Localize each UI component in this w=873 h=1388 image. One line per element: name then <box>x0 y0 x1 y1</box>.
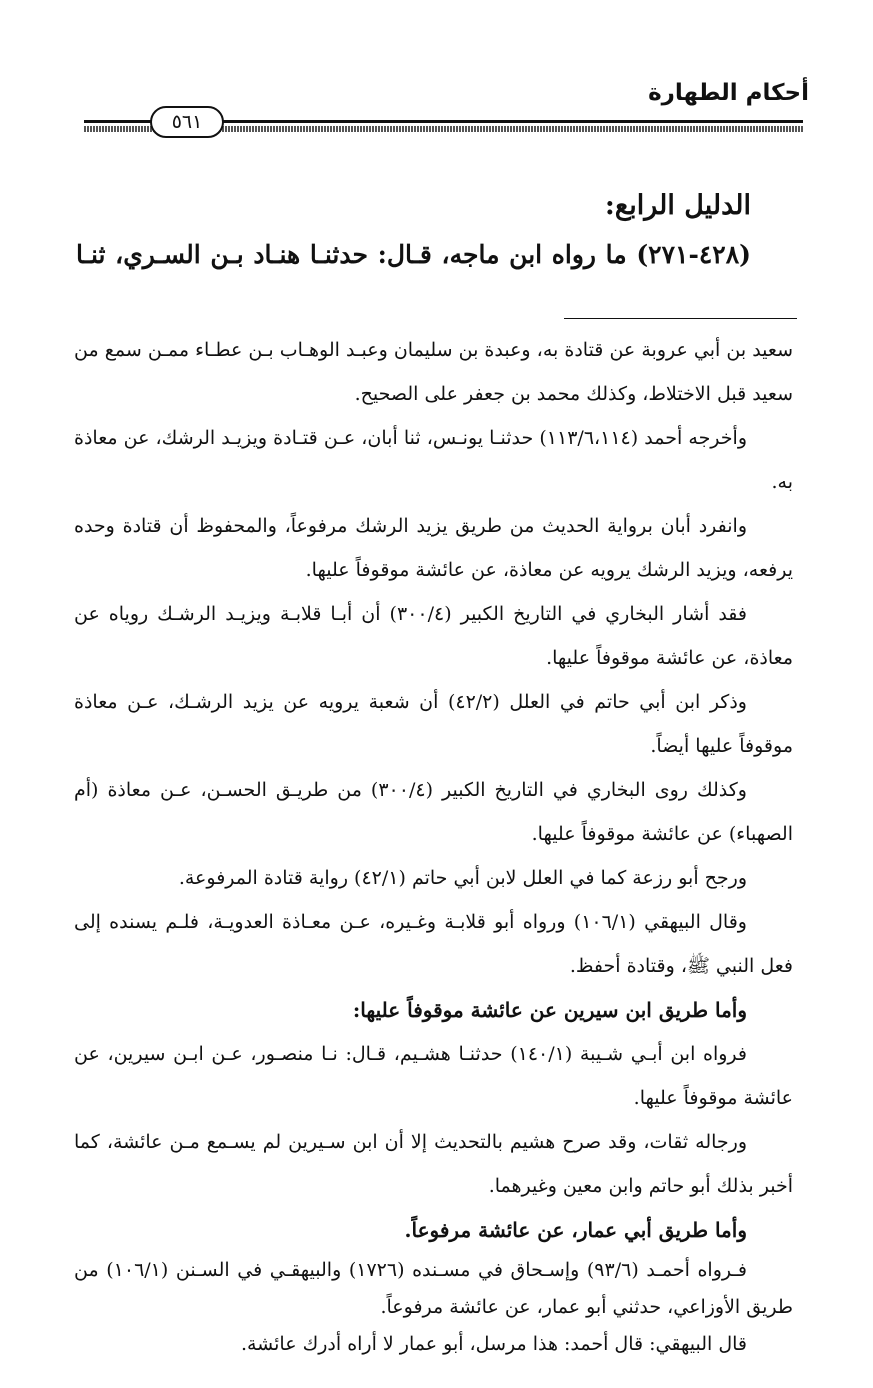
footnotes <box>74 328 793 1363</box>
footnote-paragraph: قال البيهقي: قال أحمد: هذا مرسل، أبو عمار لا أراه أدرك عائشة. <box>240 1333 747 1355</box>
footnote-paragraph: وانفرد أبان برواية الحديث من طريق يزيد الرشك مرفوعاً، والمحفوظ أن قتادة وحده يرفعه، ويزيد الرشك يرويه عن معاذة، عن عائشة موقوفاً عليها. <box>74 515 793 581</box>
section-heading: الدليل الرابع: <box>604 190 751 221</box>
footnote-paragraph: وكذلك روى البخاري في التاريخ الكبير (٣٠٠/٤) من طريـق الحسـن، عـن معاذة (أم الصهباء) عن عائشة موقوفاً عليها. <box>74 779 793 845</box>
footnote-paragraph: سعيد بن أبي عروبة عن قتادة به، وعبدة بن سليمان وعبـد الوهـاب بـن عطـاء ممـن سمع من سعيد قبل الاختلاط، وكذلك محمد بن جعفر على الصحيح. <box>74 339 793 405</box>
footnote-paragraph: وذكر ابن أبي حاتم في العلل (٤٢/٢) أن شعبة يرويه عن يزيد الرشـك، عـن معاذة موقوفاً عليها أيضاً. <box>74 691 793 757</box>
footnote-paragraph: فـرواه أحمـد (٩٣/٦) وإسـحاق في مسـنده (١٧٢٦) والبيهقـي في السـنن (١٠٦/١) من طريق الأوزاعي، حدثني أبو عمار، عن عائشة مرفوعاً. <box>74 1259 793 1318</box>
page-number: ٥٦١ <box>150 106 224 138</box>
footnote-paragraph: ورجح أبو رزعة كما في العلل لابن أبي حاتم (٤٢/١) رواية قتادة المرفوعة. <box>178 867 747 889</box>
footnote-paragraph: فرواه ابن أبـي شـيبة (١٤٠/١) حدثنـا هشـيم، قـال: نـا منصـور، عـن ابـن سيرين، عن عائشة موقوفاً عليها. <box>74 1043 793 1109</box>
footnote-subheading: وأما طريق أبي عمار، عن عائشة مرفوعاً. <box>404 1218 747 1242</box>
footnote-separator <box>564 318 797 319</box>
footnote-paragraph: ورجاله ثقات، وقد صرح هشيم بالتحديث إلا أن ابن سـيرين لم يسـمع مـن عائشة، كما أخبر بذلك أبو حاتم وابن معين وغيرهما. <box>74 1131 793 1197</box>
footnote-paragraph: وأخرجه أحمد (١١٣/٦،١١٤) حدثنـا يونـس، ثنا أبان، عـن قتـادة ويزيـد الرشك، عن معاذة به. <box>74 427 793 493</box>
running-title: أحكام الطهارة <box>648 80 809 106</box>
footnote-paragraph: وقال البيهقي (١٠٦/١) ورواه أبو قلابـة وغـيره، عـن معـاذة العدويـة، فلـم يسنده إلى فعل النبي ﷺ، وقتادة أحفظ. <box>74 911 793 977</box>
footnote-subheading: وأما طريق ابن سيرين عن عائشة موقوفاً عليها: <box>352 998 747 1022</box>
hadith-text: (٤٢٨-٢٧١) ما رواه ابن ماجه، قـال: حدثنـا هنـاد بـن السـري، ثنـا <box>76 240 751 269</box>
footnote-paragraph: فقد أشار البخاري في التاريخ الكبير (٣٠٠/٤) أن أبـا قلابـة ويزيـد الرشـك روياه عن معاذة، عن عائشة موقوفاً عليها. <box>74 603 793 669</box>
